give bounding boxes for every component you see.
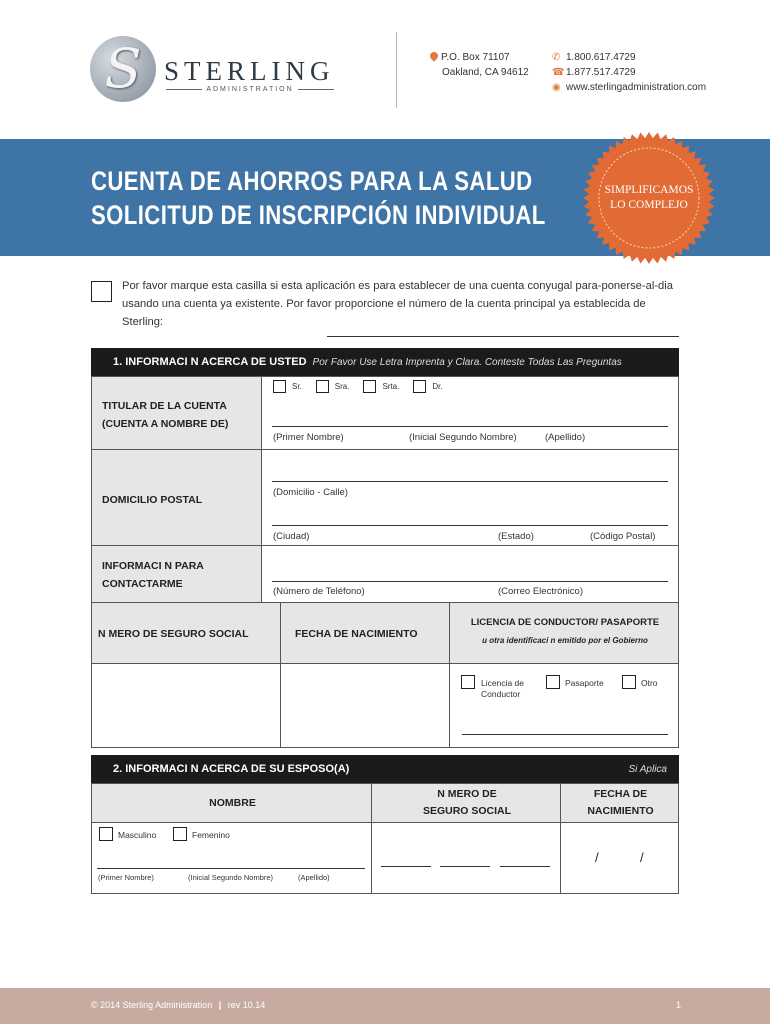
footer-copyright: © 2014 Sterling Administration <box>91 1000 213 1010</box>
title-checkbox-sra[interactable] <box>316 380 329 393</box>
title-checkbox-sr[interactable] <box>273 380 286 393</box>
spouse-dob-slash-1: / <box>595 850 599 865</box>
spouse-ssn-label-2: SEGURO SOCIAL <box>422 805 512 817</box>
spouse-name-label: NOMBRE <box>209 797 256 809</box>
section2-title: 2. INFORMACI N ACERCA DE SU ESPOSO(A) <box>113 763 350 775</box>
holder-last-name-label: (Apellido) <box>545 432 586 443</box>
title-options <box>273 380 443 393</box>
seal-shape <box>583 132 715 264</box>
spouse-female-checkbox[interactable] <box>173 827 187 841</box>
holder-first-name-label: (Primer Nombre) <box>273 432 344 443</box>
holder-label-2: (CUENTA A NOMBRE DE) <box>102 418 229 430</box>
form-title <box>91 164 546 232</box>
ssn-input-cell[interactable] <box>91 663 281 748</box>
phone-label: (Número de Teléfono) <box>273 586 365 597</box>
address-line2: Oakland, CA 94612 <box>442 67 529 78</box>
contact-label-2: CONTACTARME <box>102 578 183 590</box>
phone-email-line[interactable] <box>272 581 668 582</box>
account-number-line[interactable] <box>327 336 679 337</box>
zip-label: (Código Postal) <box>590 531 656 542</box>
id-checkbox-license[interactable] <box>461 675 475 689</box>
location-pin-icon <box>428 50 439 61</box>
title-checkbox-dr[interactable] <box>413 380 426 393</box>
section2-note: Si Aplica <box>628 763 667 775</box>
email-label: (Correo Electrónico) <box>498 586 583 597</box>
seal-text-line2: LO COMPLEJO <box>610 199 688 211</box>
license-sublabel: u otra identificaci n emitido por el Gobierno <box>482 636 648 645</box>
spouse-dob-slash-2: / <box>640 850 644 865</box>
fax-number: 1.877.517.4729 <box>566 67 636 78</box>
id-option-license-1: Licencia de <box>481 678 525 688</box>
spouse-male-label: Masculino <box>118 830 157 840</box>
dob-header-cell <box>280 602 450 664</box>
fax-icon: ☎ <box>552 67 565 78</box>
spouse-dob-cell <box>560 822 679 894</box>
holder-name-line[interactable] <box>272 426 668 427</box>
section2-header <box>91 755 679 783</box>
spousal-account-checkbox[interactable] <box>91 281 112 302</box>
holder-label-cell <box>91 376 262 450</box>
dob-label: FECHA DE NACIMIENTO <box>295 628 418 640</box>
id-option-license-2: Conductor <box>481 689 521 699</box>
phone-icon: ✆ <box>552 52 561 63</box>
id-option-license <box>481 678 524 700</box>
spouse-ssn-label-1: N MERO DE <box>437 788 497 800</box>
title-checkbox-srta[interactable] <box>363 380 376 393</box>
address-label: DOMICILIO POSTAL <box>102 494 203 506</box>
phone-number: 1.800.617.4729 <box>566 52 636 63</box>
website-link[interactable]: www.sterlingadministration.com <box>566 82 707 93</box>
contact-label-cell <box>91 545 262 603</box>
holder-label-1: TITULAR DE LA CUENTA <box>102 400 227 412</box>
id-option-passport: Pasaporte <box>565 678 604 688</box>
holder-middle-name-label: (Inicial Segundo Nombre) <box>409 432 517 443</box>
seal-badge <box>581 130 717 266</box>
id-option-other: Otro <box>641 678 658 688</box>
sterling-logo <box>90 36 156 102</box>
form-title-line2: SOLICITUD DE INSCRIPCIÓN INDIVIDUAL <box>91 200 546 230</box>
title-option-sra: Sra. <box>334 382 350 391</box>
spouse-last-name-label: (Apellido) <box>298 873 330 882</box>
seal-text-line1: SIMPLIFICAMOS <box>604 184 694 196</box>
page-footer <box>0 988 770 1024</box>
footer-page-number: 1 <box>676 1000 682 1010</box>
globe-icon: ◉ <box>552 82 561 93</box>
address-label-cell <box>91 449 262 546</box>
spouse-male-checkbox[interactable] <box>99 827 113 841</box>
id-checkbox-passport[interactable] <box>546 675 560 689</box>
spouse-dob-header <box>560 783 679 823</box>
spouse-first-name-label: (Primer Nombre) <box>98 873 154 882</box>
spouse-name-header <box>91 783 372 823</box>
street-line[interactable] <box>272 481 668 482</box>
dob-input-cell[interactable] <box>280 663 450 748</box>
intro-text: Por favor marque esta casilla si esta aplicación es para establecer de una cuenta conyugal para-ponerse-al-dia usando una cuenta ya existente. Por favor proporcione el número de la cuenta principal ya establecida de Sterling: <box>122 280 673 328</box>
ssn-header-cell <box>91 602 281 664</box>
section1-header <box>91 348 679 376</box>
spouse-middle-name-label: (Inicial Segundo Nombre) <box>188 873 274 882</box>
license-header-cell <box>449 602 679 664</box>
spouse-female-label: Femenino <box>192 830 230 840</box>
address-block <box>430 50 529 80</box>
spouse-dob-label-2: NACIMIENTO <box>587 805 654 817</box>
form-title-line1: CUENTA DE AHORROS PARA LA SALUD <box>91 166 533 196</box>
spouse-ssn-header <box>371 783 561 823</box>
footer-separator: | <box>218 1000 222 1010</box>
license-input-cell <box>449 663 679 748</box>
city-label: (Ciudad) <box>273 531 310 542</box>
id-number-line[interactable] <box>462 734 668 735</box>
title-option-sr: Sr. <box>292 382 302 391</box>
section1-title: 1. INFORMACI N ACERCA DE USTED <box>113 356 307 368</box>
license-label: LICENCIA DE CONDUCTOR/ PASAPORTE <box>470 617 660 628</box>
brand-name: STERLING <box>164 56 335 86</box>
logo-letter: S <box>104 37 142 100</box>
footer-left <box>91 1000 265 1010</box>
contact-label-1: INFORMACI N PARA <box>102 560 204 572</box>
header-divider <box>396 32 397 108</box>
spouse-dob-label-1: FECHA DE <box>593 788 648 800</box>
section1-note: Por Favor Use Letra Imprenta y Clara. Conteste Todas Las Preguntas <box>312 356 622 368</box>
street-label: (Domicilio - Calle) <box>273 487 348 498</box>
state-label: (Estado) <box>498 531 534 542</box>
spouse-ssn-line-3[interactable] <box>500 866 550 867</box>
address-line1: P.O. Box 71107 <box>441 52 510 63</box>
city-line[interactable] <box>272 525 668 526</box>
contact-block <box>552 50 706 95</box>
title-option-dr: Dr. <box>432 382 443 391</box>
title-option-srta: Srta. <box>382 382 400 391</box>
footer-revision: rev 10.14 <box>227 1000 266 1010</box>
id-checkbox-other[interactable] <box>622 675 636 689</box>
brand-subtitle-text: ADMINISTRATION <box>206 86 294 93</box>
spouse-name-line[interactable] <box>97 868 365 869</box>
spouse-ssn-cell <box>371 822 561 894</box>
brand-subtitle <box>166 86 334 93</box>
spouse-ssn-line-2[interactable] <box>440 866 490 867</box>
spouse-ssn-line-1[interactable] <box>381 866 431 867</box>
ssn-label: N MERO DE SEGURO SOCIAL <box>98 628 249 640</box>
